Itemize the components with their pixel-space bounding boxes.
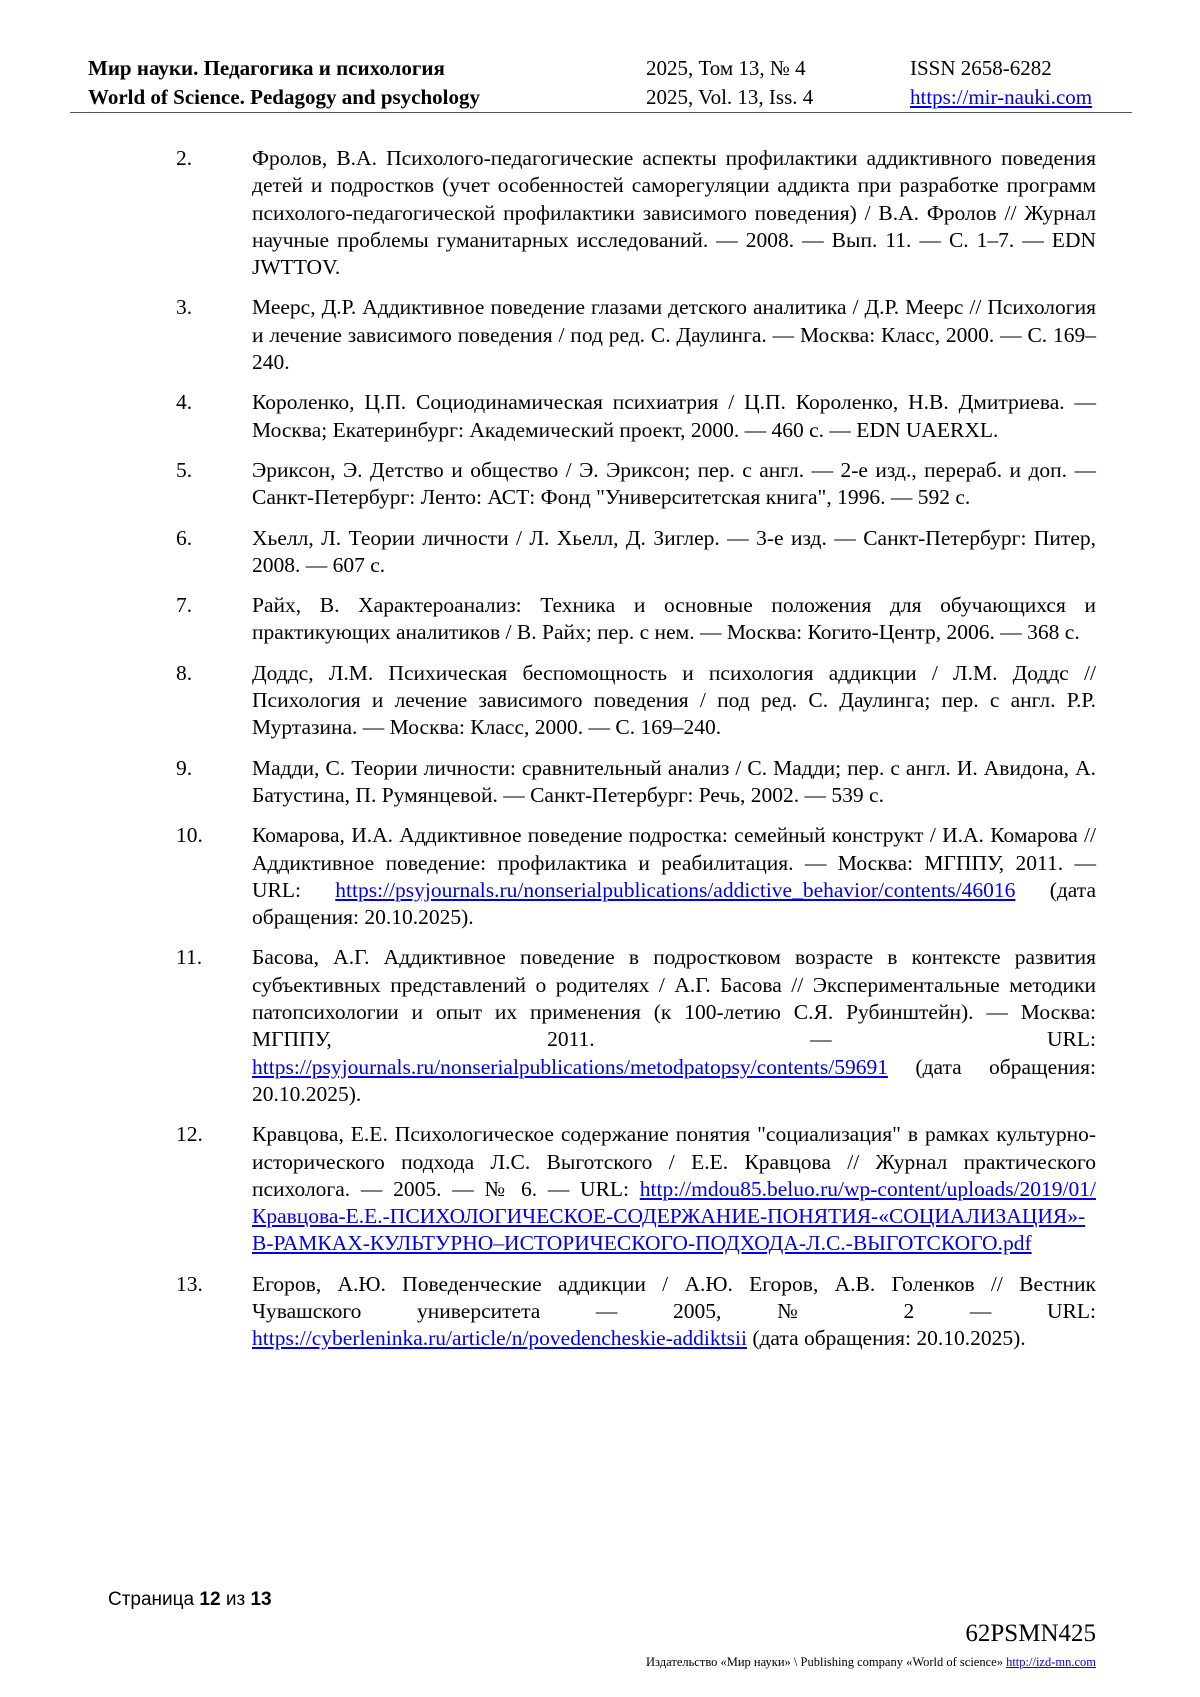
publisher-text: Издательство «Мир науки» \ Publishing company «World of science» [646,1655,1007,1669]
page-of: из [225,1589,246,1610]
reference-number: 3. [176,295,193,320]
journal-title-ru: Мир науки. Педагогика и психология [88,56,445,80]
reference-number: 13. [176,1271,203,1296]
header-divider [70,112,1132,113]
reference-text: Мадди, С. Теории личности: сравнительный анализ / С. Мадди; пер. с англ. И. Авидона, А. Батустина, П. Румянцевой. — Санкт-Петербург: Речь, 2002. — 539 с. [252,755,1096,807]
reference-item [176,294,1096,376]
article-code: 62PSMN425 [965,1620,1096,1647]
reference-text: Меерс, Д.Р. Аддиктивное поведение глазами детского аналитика / Д.Р. Меерс // Психология и лечение зависимого поведения / под ред. С. Даулинга. — Москва: Класс, 2000. — С. 169–240. [252,295,1096,375]
reference-item [176,755,1096,810]
volume-en: 2025, Vol. 13, Iss. 4 [646,85,814,109]
reference-number: 6. [176,525,193,550]
reference-text-before: Егоров, А.Ю. Поведенческие аддикции / А.Ю. Егоров, А.В. Голенков // Вестник Чувашского университета — 2005, № 2 — URL: [252,1271,1096,1323]
reference-text-before: Басова, А.Г. Аддиктивное поведение в подростковом возрасте в контексте развития субъективных представлений о родителях / А.Г. Басова // Экспериментальные методики патопсихологии и опыт их применения (к 100-летию С.Я. Рубинштейн). — Москва: МГППУ, 2011. — URL: [252,945,1096,1052]
volume-block [646,54,813,112]
reference-url-link[interactable]: https://psyjournals.ru/nonserialpublications/metodpatopsy/contents/59691 [252,1054,888,1079]
journal-header [70,54,1132,112]
reference-text: Райх, В. Характероанализ: Техника и основные положения для обучающихся и практикующих аналитиков / В. Райх; пер. с нем. — Москва: Когито-Центр, 2006. — 368 с. [252,593,1096,645]
reference-number: 12. [176,1122,203,1147]
page-current: 12 [199,1589,221,1610]
publisher-link[interactable]: http://izd-mn.com [1006,1655,1096,1669]
reference-text [252,822,1096,931]
reference-text: Фролов, В.А. Психолого-педагогические аспекты профилактики аддиктивного поведения детей и подростков (учет особенностей саморегуляции аддикта при разработке программ психолого-педагогической профилактики зависимого поведения) / В.А. Фролов // Журнал научные проблемы гуманитарных исследований. — 2008. — Вып. 11. — С. 1–7. — EDN JWTTOV. [252,146,1096,280]
reference-number: 10. [176,823,203,848]
reference-text [252,944,1096,1108]
reference-url-link[interactable]: http://mdou85.beluo.ru/wp-content/uploads/2019/01/Кравцова-Е.Е.-ПСИХОЛОГИЧЕСКОЕ-СОДЕРЖАНИЕ-ПОНЯТИЯ-«СОЦИАЛИЗАЦИЯ»-В-РАМКАХ-КУЛЬТУРНО–ИСТОРИЧЕСКОГО-ПОДХОДА-Л.С.-ВЫГОТСКОГО.pdf [252,1176,1096,1256]
reference-item [176,145,1096,281]
reference-number: 11. [176,945,203,970]
reference-item [176,822,1096,931]
reference-text: Хьелл, Л. Теории личности / Л. Хьелл, Д. Зиглер. — 3-е изд. — Санкт-Петербург: Питер, 2008. — 607 с. [252,525,1096,577]
page-counter [108,1589,272,1611]
page-label: Страница [108,1589,195,1610]
reference-number: 4. [176,390,193,415]
reference-item [176,457,1096,512]
reference-item [176,1121,1096,1257]
reference-number: 8. [176,660,193,685]
reference-text-before: Комарова, И.А. Аддиктивное поведение подростка: семейный конструкт / И.А. Комарова // Аддиктивное поведение: профилактика и реабилитация. — Москва: МГППУ, 2011. — URL: [252,823,1096,902]
reference-text-after: (дата обращения: 20.10.2025). [252,877,1096,930]
issn-block [910,54,1092,112]
reference-text-before: Кравцова, Е.Е. Психологическое содержание понятия "социализация" в рамках культурно-исторического подхода Л.С. Выготского / Е.Е. Кравцова // Журнал практического психолога. — 2005. — № 6. — URL: [252,1122,1096,1201]
reference-number: 7. [176,593,193,618]
reference-text: Эриксон, Э. Детство и общество / Э. Эриксон; пер. с англ. — 2-е изд., перераб. и доп. — Санкт-Петербург: Ленто: АСТ: Фонд "Университетская книга", 1996. — 592 с. [252,457,1096,510]
journal-site-link[interactable]: https://mir-nauki.com [910,85,1093,109]
reference-item [176,660,1096,742]
reference-item [176,525,1096,580]
reference-list [176,145,1096,1366]
reference-url-link[interactable]: https://cyberleninka.ru/article/n/povedencheskie-addiktsii [252,1326,747,1351]
reference-text-after: (дата обращения: 20.10.2025). [746,1326,1026,1351]
reference-item [176,944,1096,1108]
reference-text [252,1271,1096,1353]
volume-ru: 2025, Том 13, № 4 [646,56,806,80]
reference-text: Доддс, Л.М. Психическая беспомощность и психология аддикции / Л.М. Доддс // Психология и лечение зависимого поведения / под ред. С. Даулинга; пер. с англ. Р.Р. Муртазина. — Москва: Класс, 2000. — С. 169–240. [252,660,1096,740]
page-total: 13 [250,1589,272,1610]
journal-title-block [88,54,480,112]
reference-number: 9. [176,755,193,780]
reference-number: 2. [176,146,193,170]
reference-text-after: (дата обращения: 20.10.2025). [252,1054,1096,1106]
reference-item [176,592,1096,647]
reference-item [176,389,1096,444]
reference-url-link[interactable]: https://psyjournals.ru/nonserialpublications/addictive_behavior/contents/46016 [335,877,1016,902]
reference-number: 5. [176,457,193,482]
reference-text [252,1121,1096,1257]
journal-title-en: World of Science. Pedagogy and psychology [88,85,481,109]
publisher-line [646,1655,1096,1670]
reference-text: Короленко, Ц.П. Социодинамическая психиатрия / Ц.П. Короленко, Н.В. Дмитриева. — Москва; Екатеринбург: Академический проект, 2000. — 460 с. — EDN UAERXL. [252,390,1096,442]
reference-item [176,1271,1096,1353]
issn: ISSN 2658-6282 [910,56,1052,80]
